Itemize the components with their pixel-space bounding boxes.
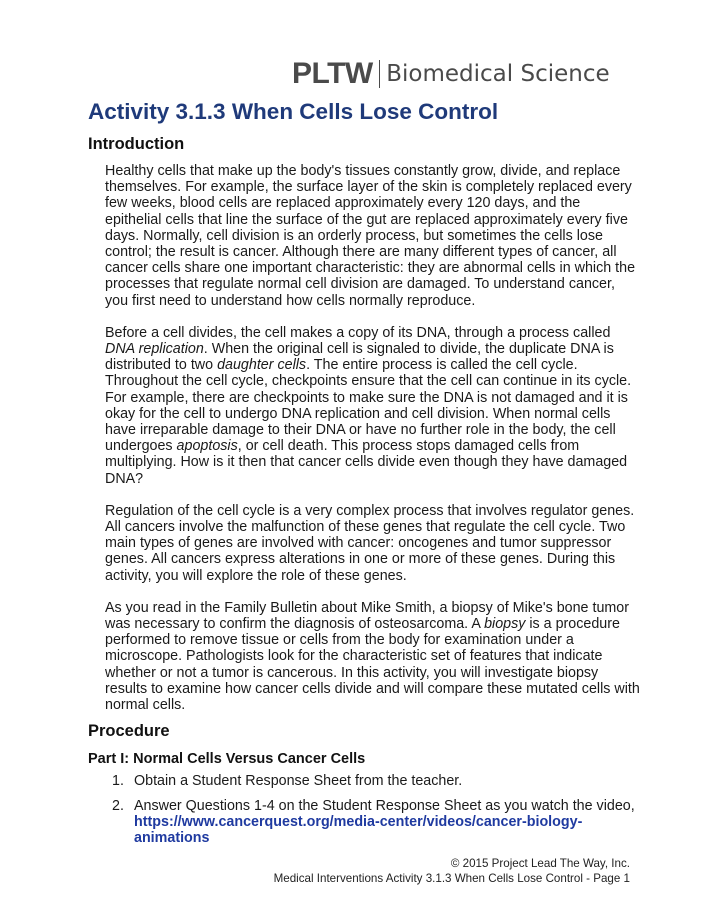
intro-paragraph-1: Healthy cells that make up the body's tissues constantly grow, divide, and replace themselves. For example, the surface layer of the skin is completely replaced every few weeks, blood cells are replaced approximately every 120 days, and the epithelial cells that line the surface of the gut are replaced approximately every five days. Normally, cell division is an orderly process, but sometimes the cells lose control; the result is cancer. Although there are many different types of cancer, all cancer cells share one important characteristic: they are abnormal cells in which the processes that regulate normal cell division are damaged. To understand cancer, you first need to understand how cells normally reproduce. bbox=[105, 163, 636, 309]
term-apoptosis: apoptosis bbox=[176, 438, 238, 455]
logo-brand: PLTW bbox=[292, 57, 373, 90]
footer-page-info: Medical Interventions Activity 3.1.3 When Cells Lose Control - Page 1 bbox=[273, 872, 630, 885]
step-number: 2. bbox=[112, 797, 124, 814]
procedure-steps bbox=[112, 773, 648, 846]
intro-paragraph-4: As you read in the Family Bulletin about Mike Smith, a biopsy of Mike's bone tumor was necessary to confirm the diagnosis of osteosarcoma. A biopsy is a procedure performed to remove tissue or cells from the body for examination under a microscope. Pathologists look for the characteristic set of features that indicate whether or not a tumor is cancerous. In this activity, you will investigate biopsy results to examine how cancer cells divide and will compare these mutated cells with normal cells. bbox=[105, 599, 640, 714]
document-body bbox=[88, 98, 648, 854]
step-text: Obtain a Student Response Sheet from the teacher. bbox=[134, 773, 463, 790]
page-title: Activity 3.1.3 When Cells Lose Control bbox=[88, 99, 499, 124]
term-daughter-cells: daughter cells bbox=[217, 357, 307, 374]
step-text: Answer Questions 1-4 on the Student Response Sheet as you watch the video, https://www.cancerquest.org/media-center/videos/cancer-biology-animations bbox=[134, 797, 635, 846]
footer-copyright: © 2015 Project Lead The Way, Inc. bbox=[450, 857, 630, 870]
term-biopsy: biopsy bbox=[484, 616, 526, 633]
term-dna-replication: DNA replication bbox=[105, 341, 204, 358]
video-link[interactable]: https://www.cancerquest.org/media-center/videos/cancer-biology-animations bbox=[134, 813, 583, 846]
intro-paragraph-3: Regulation of the cell cycle is a very complex process that involves regulator genes. All cancers involve the malfunction of these genes that regulate the cell cycle. Two main types of genes are involved with cancer: oncogenes and tumor suppressor genes. All cancers express alterations in one or more of these genes. During this activity, you will explore the role of these genes. bbox=[105, 502, 635, 584]
intro-paragraph-2: Before a cell divides, the cell makes a copy of its DNA, through a process called DNA replication. When the original cell is signaled to divide, the duplicate DNA is distributed to two daughter cells. The entire process is called the cell cycle. Throughout the cell cycle, checkpoints ensure that the cell can continue in its cycle. For example, there are checkpoints to make sure the DNA is not damaged and it is okay for the cell to undergo DNA replication and cell division. When normal cells have irreparable damage to their DNA or have no further role in the body, the cell undergoes apoptosis, or cell death. This process stops damaged cells from multiplying. How is it then that cancer cells divide even though they have damaged DNA? bbox=[105, 324, 632, 487]
pltw-logo bbox=[292, 58, 610, 90]
step-number: 1. bbox=[112, 773, 124, 790]
logo-program: Biomedical Science bbox=[386, 61, 610, 87]
list-item bbox=[112, 773, 648, 789]
introduction-heading: Introduction bbox=[88, 135, 185, 153]
list-item bbox=[112, 798, 648, 847]
page-footer bbox=[274, 856, 630, 886]
logo-divider bbox=[379, 60, 381, 88]
procedure-heading: Procedure bbox=[88, 722, 170, 741]
part-1-heading: Part I: Normal Cells Versus Cancer Cells bbox=[88, 751, 366, 768]
